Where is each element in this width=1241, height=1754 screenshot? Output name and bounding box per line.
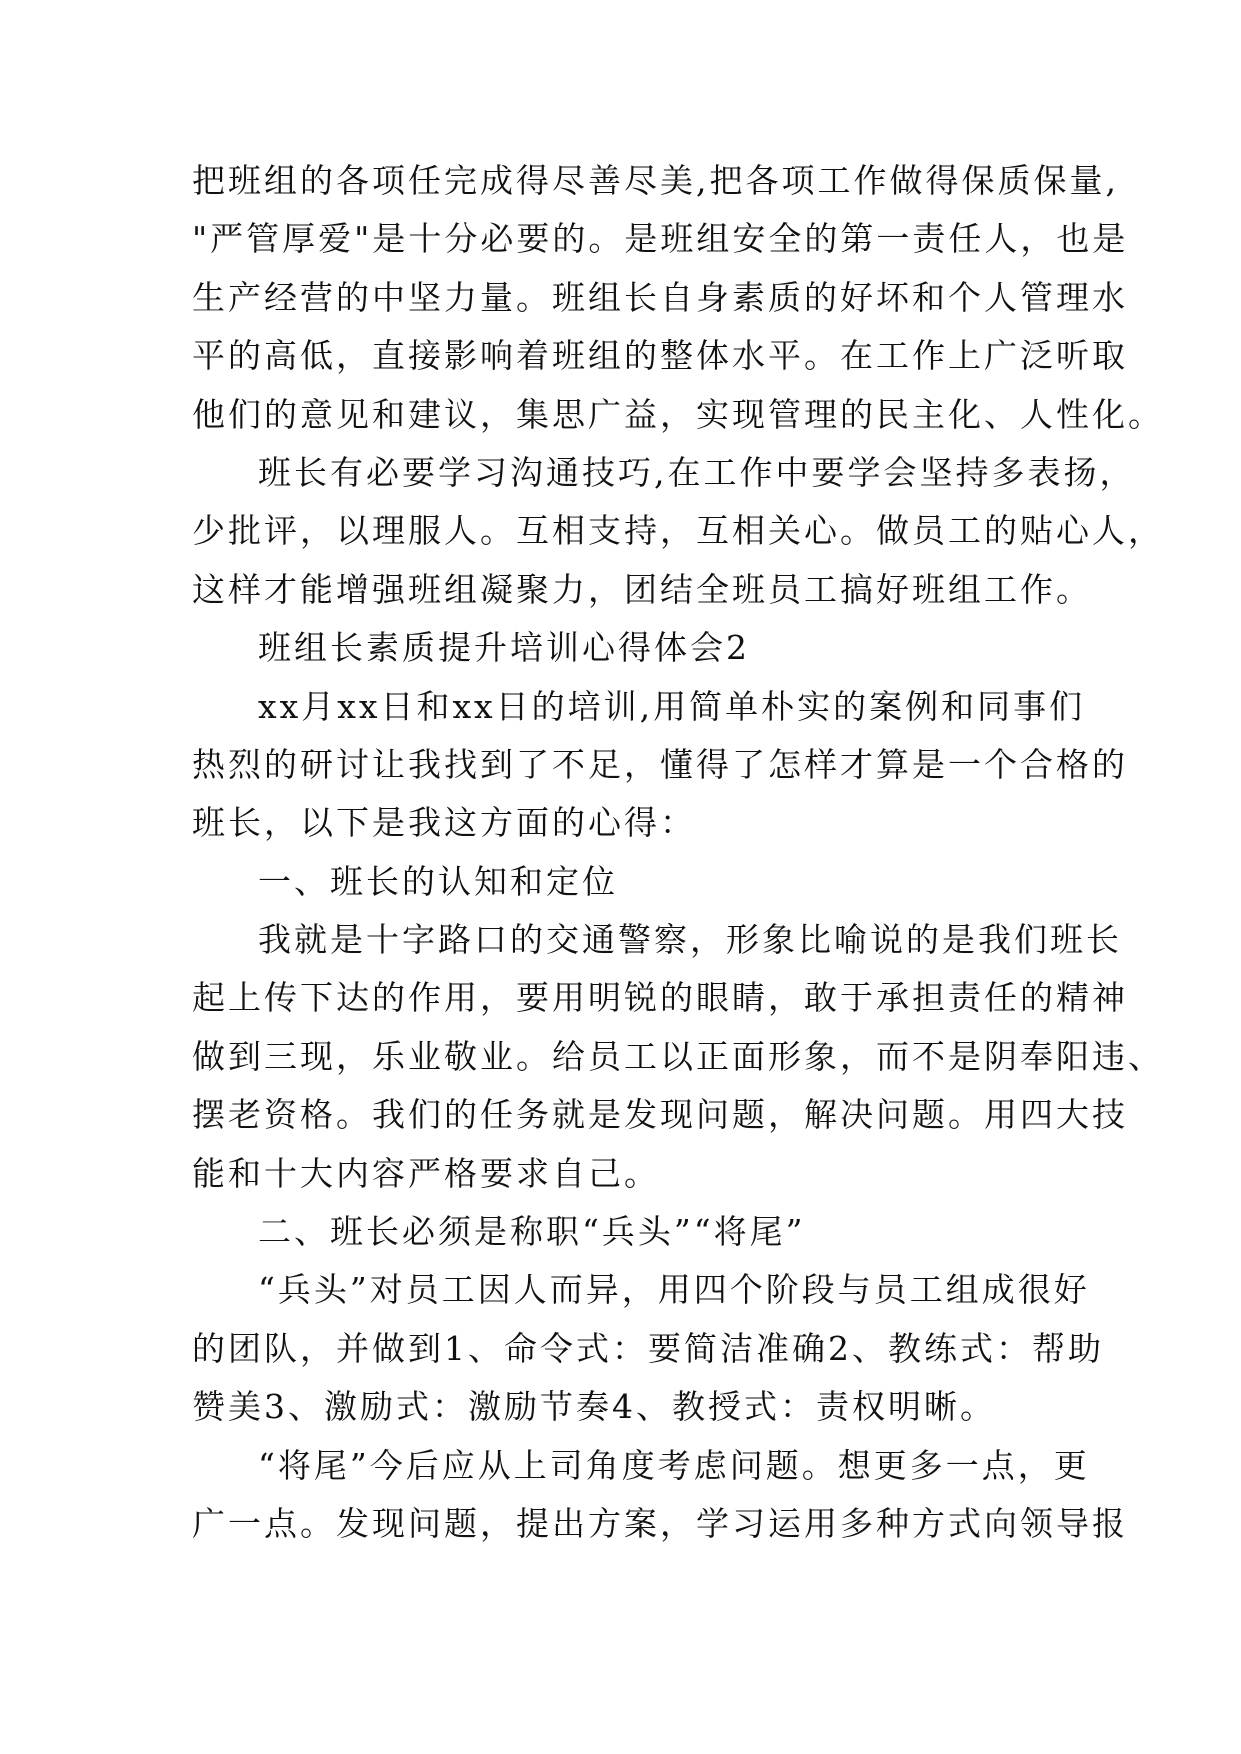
- text-line: 班组长素质提升培训心得体会2: [258, 628, 750, 668]
- text-line: "严管厚爱"是十分必要的。是班组安全的第一责任人，也是: [192, 219, 1129, 259]
- text-line: 能和十大内容严格要求自己。: [192, 1153, 660, 1193]
- document-body: [192, 152, 1164, 1553]
- text-line: 他们的意见和建议，集思广益，实现管理的民主化、人性化。: [192, 394, 1164, 434]
- text-line: 一、班长的认知和定位: [258, 861, 618, 901]
- text-line: 热烈的研讨让我找到了不足，懂得了怎样才算是一个合格的: [192, 744, 1128, 784]
- text-line: “将尾”今后应从上司角度考虑问题。想更多一点，更: [258, 1445, 1090, 1485]
- text-line: “兵头”对员工因人而异，用四个阶段与员工组成很好: [258, 1270, 1090, 1310]
- text-line: 做到三现，乐业敬业。给员工以正面形象，而不是阴奉阳违、: [192, 1036, 1164, 1076]
- text-line: 这样才能增强班组凝聚力，团结全班员工搞好班组工作。: [192, 569, 1092, 609]
- text-line: 我就是十字路口的交通警察，形象比喻说的是我们班长: [258, 920, 1122, 960]
- text-line: 的团队，并做到1、命令式：要简洁准确2、教练式：帮助: [192, 1328, 1104, 1368]
- text-line: 班长有必要学习沟通技巧,在工作中要学会坚持多表扬，: [258, 452, 1136, 492]
- text-line: 摆老资格。我们的任务就是发现问题，解决问题。用四大技: [192, 1095, 1128, 1135]
- text-line: 起上传下达的作用，要用明锐的眼睛，敢于承担责任的精神: [192, 978, 1128, 1018]
- text-line: xx月xx日和xx日的培训,用简单朴实的案例和同事们: [258, 686, 1086, 726]
- text-line: 平的高低，直接影响着班组的整体水平。在工作上广泛听取: [192, 336, 1128, 376]
- text-line: 班长，以下是我这方面的心得：: [192, 803, 696, 843]
- text-line: 生产经营的中坚力量。班组长自身素质的好坏和个人管理水: [192, 277, 1128, 317]
- text-line: 把班组的各项任完成得尽善尽美,把各项工作做得保质保量,: [192, 161, 1119, 200]
- text-line: 二、班长必须是称职“兵头”“将尾”: [258, 1212, 806, 1252]
- text-line: 赞美3、激励式：激励节奏4、教授式：责权明晰。: [192, 1387, 996, 1427]
- text-line: 少批评，以理服人。互相支持，互相关心。做员工的贴心人，: [192, 511, 1164, 551]
- text-line: 广一点。发现问题，提出方案，学习运用多种方式向领导报: [192, 1503, 1128, 1543]
